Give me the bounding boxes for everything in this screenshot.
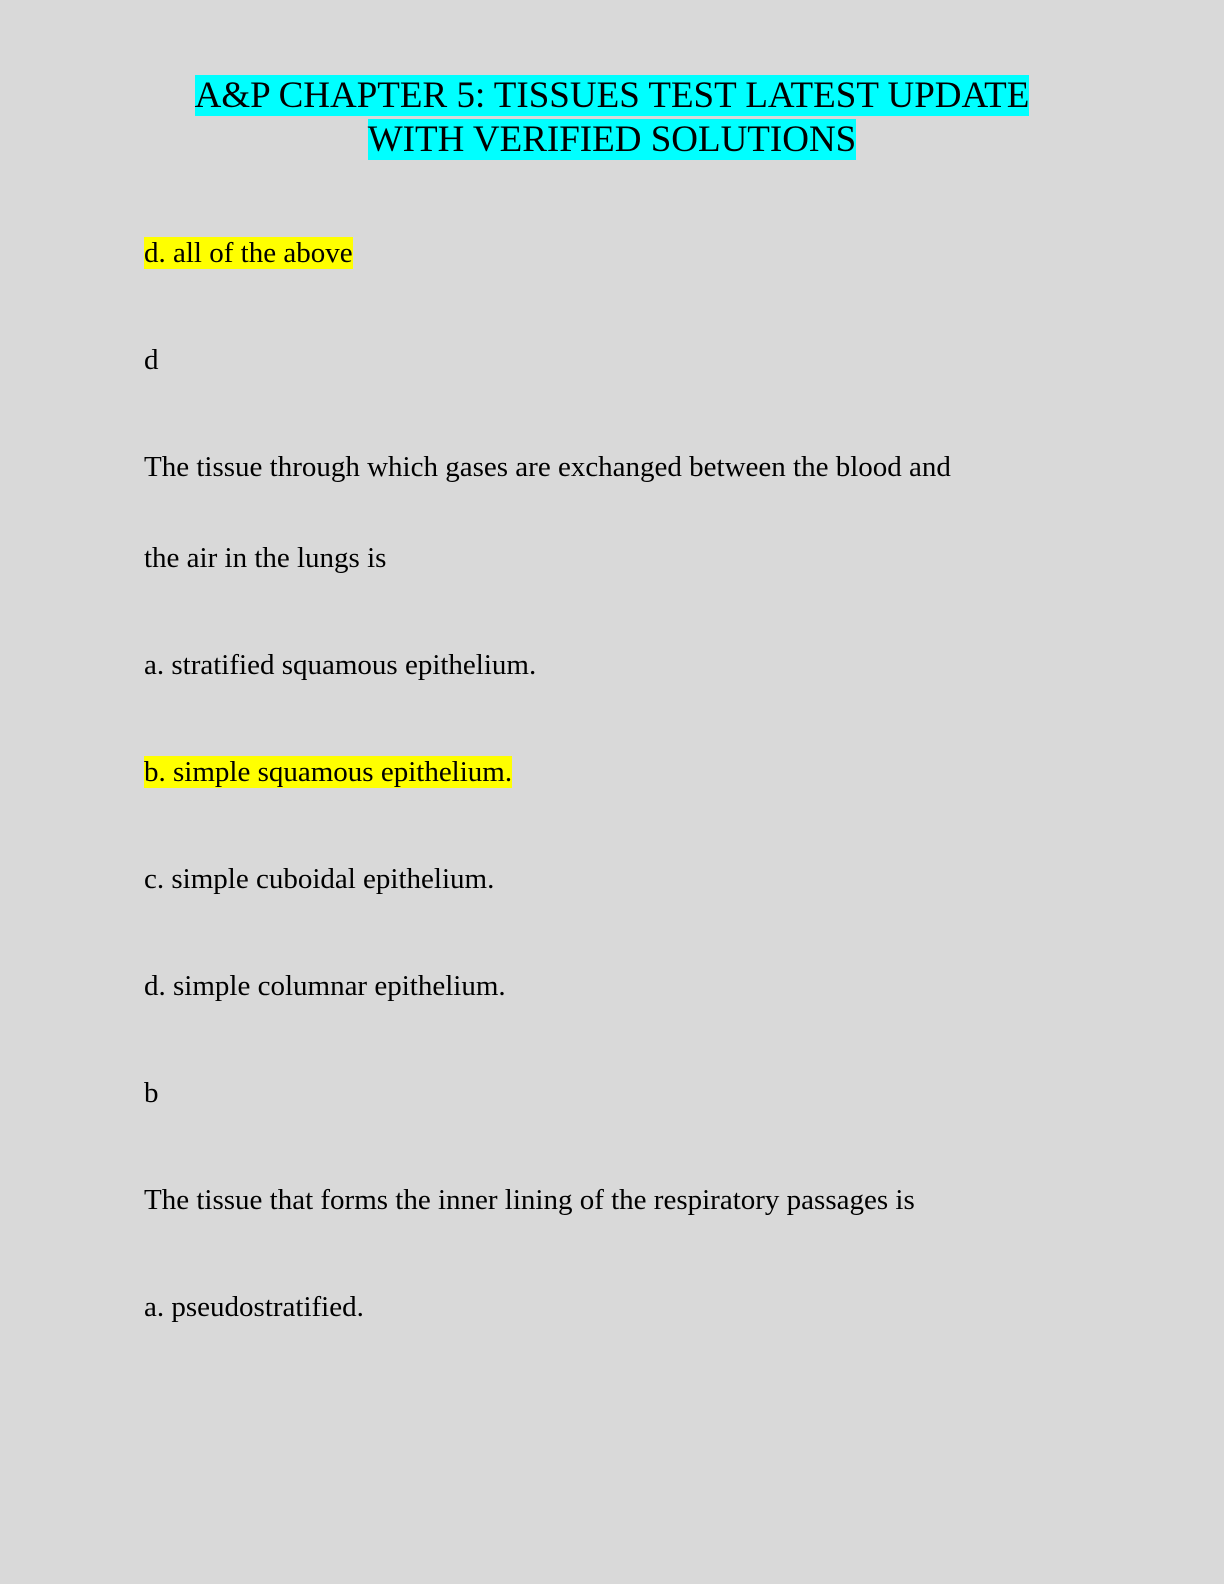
answer-text: d. all of the above	[144, 237, 353, 269]
title-line-1: A&P CHAPTER 5: TISSUES TEST LATEST UPDATE	[194, 75, 1030, 116]
question-text: The tissue that forms the inner lining of the respiratory passages is	[144, 1184, 915, 1216]
option-b-text: b. simple squamous epithelium.	[144, 756, 513, 788]
option-c: c. simple cuboidal epithelium.	[144, 863, 495, 895]
title-line-2: WITH VERIFIED SOLUTIONS	[367, 119, 857, 160]
question-text-line-2: the air in the lungs is	[144, 542, 387, 574]
option-a: a. pseudostratified.	[144, 1291, 364, 1323]
question-text-line-1: The tissue through which gases are exchanged between the blood and	[144, 451, 951, 483]
answer-key: d	[144, 344, 159, 376]
option-a: a. stratified squamous epithelium.	[144, 649, 537, 681]
option-b-correct	[144, 753, 512, 791]
option-d: d. simple columnar epithelium.	[144, 970, 506, 1002]
highlighted-answer	[144, 234, 353, 272]
answer-key: b	[144, 1077, 159, 1109]
document-title	[0, 74, 1224, 162]
